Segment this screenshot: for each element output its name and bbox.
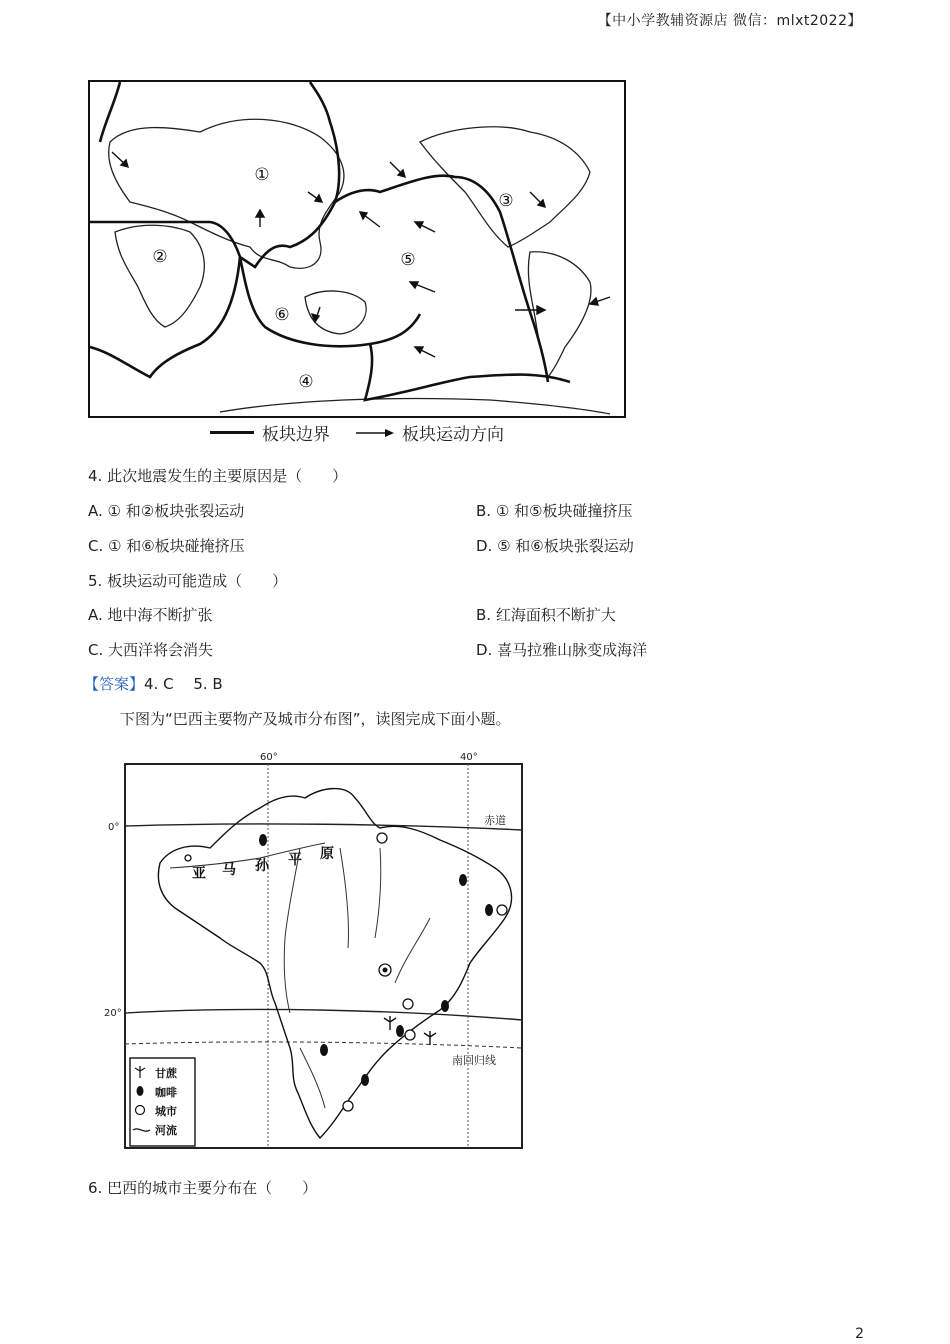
brazil-map-legend (130, 1058, 195, 1146)
region-char: 孙 (255, 858, 269, 874)
q5-option-b: B. 红海面积不断扩大 (476, 606, 616, 624)
q5-option-d: D. 喜马拉雅山脉变成海洋 (476, 641, 648, 659)
africa-outline (115, 225, 204, 327)
legend-river: 河流 (155, 1124, 177, 1137)
city-icon (136, 1106, 145, 1115)
lon-label-60: 60° (260, 752, 278, 763)
q5-option-c: C. 大西洋将会消失 (88, 641, 214, 659)
tropic-label: 南回归线 (452, 1054, 496, 1067)
intro-text: 下图为“巴西主要物产及城市分布图”，读图完成下面小题。 (120, 710, 511, 728)
legend-boundary-label: 板块边界 (262, 425, 330, 445)
plate-label-3: ③ (498, 191, 514, 211)
legend-motion-label: 板块运动方向 (402, 425, 504, 445)
capital-marker (379, 964, 391, 976)
city-marker (377, 833, 387, 843)
motion-arrow (590, 297, 610, 305)
coffee-marker (459, 874, 467, 886)
coffee-marker (396, 1025, 404, 1037)
legend-city: 城市 (155, 1105, 177, 1118)
city-marker (497, 905, 507, 915)
city-marker (185, 855, 191, 861)
boundary-4 (365, 344, 570, 400)
motion-arrow (308, 192, 322, 202)
boundary-line-symbol (210, 431, 254, 434)
equator-label: 赤道 (484, 814, 506, 827)
antarctica-outline (220, 399, 610, 415)
coffee-marker (441, 1000, 449, 1012)
q4-option-c: C. ① 和⑥板块碰掩挤压 (88, 537, 245, 555)
coffee-icon (137, 1086, 144, 1096)
motion-arrow (415, 222, 435, 232)
motion-arrow (530, 192, 545, 207)
lat-label-0: 0° (108, 822, 120, 833)
plate-label-5: ⑤ (400, 250, 416, 270)
motion-arrow (415, 347, 435, 357)
coffee-marker (320, 1044, 328, 1056)
motion-arrow (112, 152, 128, 167)
lat-label-20: 20° (104, 1008, 122, 1019)
q4-stem: 4. 此次地震发生的主要原因是（ ） (88, 467, 348, 485)
city-marker (403, 999, 413, 1009)
answer-line (84, 673, 223, 694)
coffee-marker (259, 834, 267, 846)
plate-map-drawing (90, 82, 624, 416)
plate-label-4: ④ (298, 372, 314, 392)
page-number: 2 (855, 1326, 864, 1342)
q5-stem: 5. 板块运动可能造成（ ） (88, 572, 288, 590)
brazil-map-drawing (100, 748, 530, 1153)
q6-stem: 6. 巴西的城市主要分布在（ ） (88, 1179, 318, 1197)
boundary-6 (100, 82, 120, 142)
motion-arrow (410, 282, 435, 292)
boundary-2 (335, 176, 548, 382)
header-tag: 【中小学教辅资源店 微信：mlxt2022】 (597, 13, 862, 29)
australia-outline (305, 291, 366, 334)
q4-option-b: B. ① 和⑤板块碰撞挤压 (476, 502, 633, 520)
lon-label-40: 40° (460, 752, 478, 763)
plate-label-2: ② (152, 247, 168, 267)
motion-arrow (256, 210, 264, 227)
q4-option-d: D. ⑤ 和⑥板块张裂运动 (476, 537, 634, 555)
arrow-symbol (356, 423, 394, 443)
region-char: 平 (288, 852, 302, 868)
plate-map-legend (210, 420, 504, 445)
region-char: 马 (222, 862, 236, 878)
motion-arrow (390, 162, 405, 177)
arrow-icon (356, 428, 394, 438)
answer-text: 4. C 5. B (144, 675, 223, 693)
coffee-marker (485, 904, 493, 916)
city-marker (343, 1101, 353, 1111)
plate-map (88, 80, 626, 418)
eurasia-outline (109, 119, 344, 268)
answer-tag: 【答案】 (84, 675, 145, 693)
motion-arrow (360, 212, 380, 227)
q5-option-a: A. 地中海不断扩张 (88, 606, 213, 624)
plate-label-6: ⑥ (274, 305, 290, 325)
legend-sugarcane: 甘蔗 (155, 1067, 177, 1080)
region-char: 亚 (192, 866, 206, 882)
city-marker (405, 1030, 415, 1040)
q4-option-a: A. ① 和②板块张裂运动 (88, 502, 245, 520)
boundary-1 (90, 82, 339, 267)
coffee-marker (361, 1074, 369, 1086)
plate-label-1: ① (254, 165, 270, 185)
legend-coffee: 咖啡 (155, 1086, 177, 1099)
brazil-map (100, 748, 530, 1153)
boundary-3 (240, 257, 420, 346)
region-char: 原 (320, 846, 334, 862)
boundary-5 (90, 257, 240, 377)
